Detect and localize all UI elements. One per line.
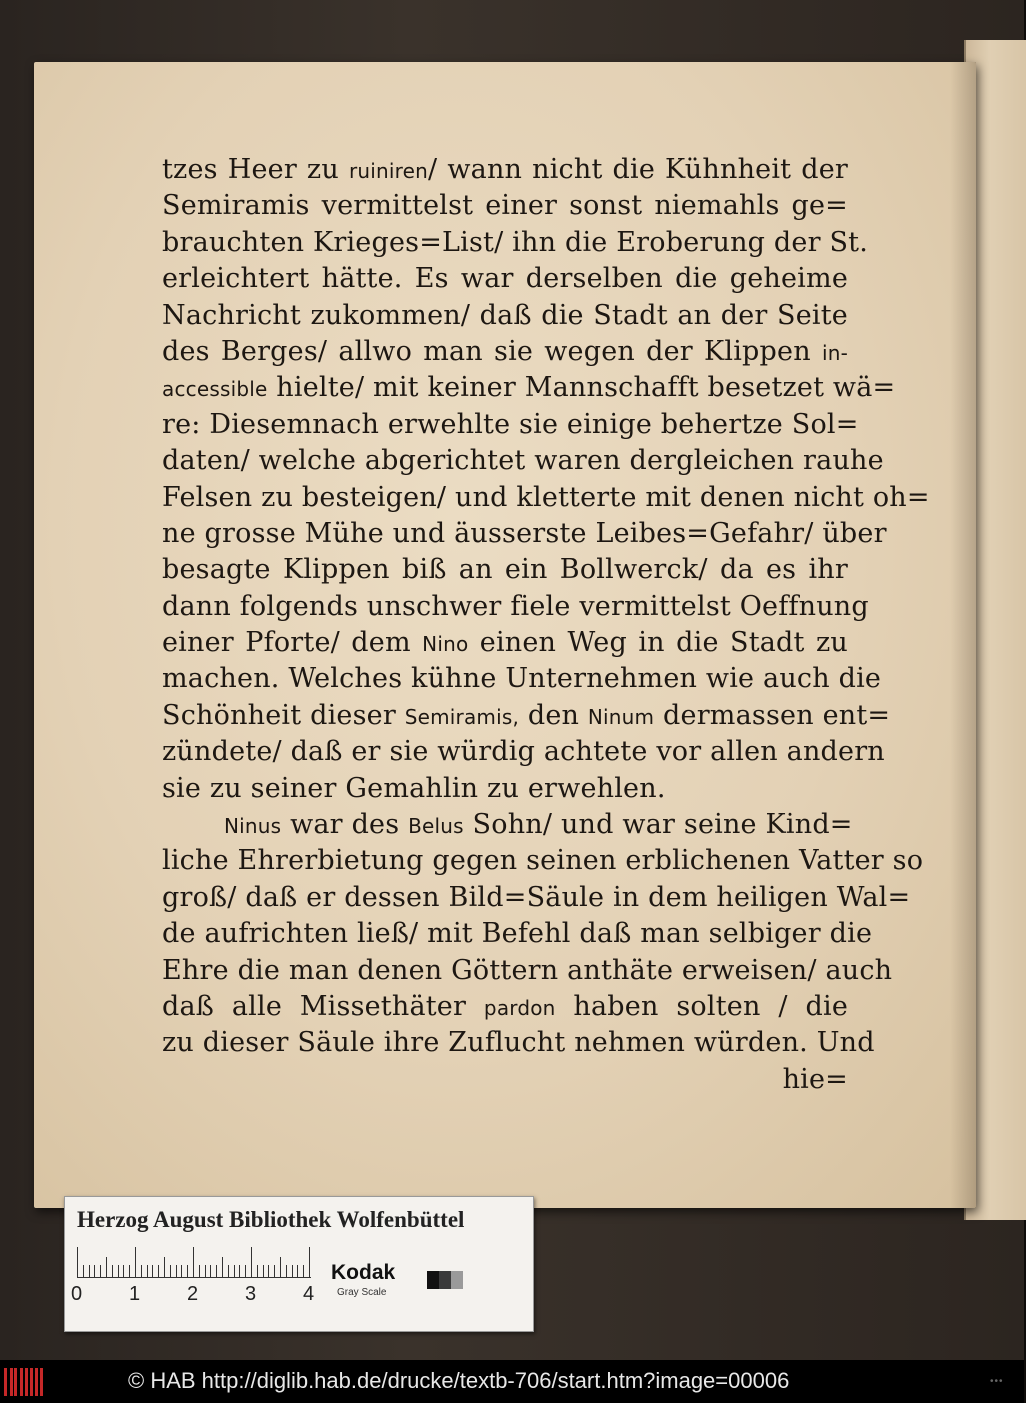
- library-name: Herzog August Bibliothek Wolfenbüttel: [77, 1207, 465, 1232]
- more-dots-icon[interactable]: •••: [990, 1376, 1004, 1387]
- text-segment: groß/ daß er dessen Bild=Säule in dem heiligen Wal=: [162, 881, 911, 913]
- text-segment: tzes Heer zu: [162, 154, 349, 185]
- text-segment: hie=: [782, 1063, 848, 1095]
- barcode-bar: [14, 1368, 17, 1396]
- ruler-tick: [164, 1257, 165, 1277]
- text-segment: zu dieser Säule ihre Zuflucht nehmen würden. Und: [162, 1027, 875, 1059]
- text-segment: dermassen ent=: [654, 699, 891, 731]
- ruler-tick: [210, 1265, 211, 1277]
- ruler-tick: [129, 1265, 130, 1277]
- text-segment: daten/ welche abgerichtet waren dergleichen rauhe: [162, 445, 884, 477]
- text-segment: haben solten / die: [555, 990, 848, 1022]
- ruler-tick: [77, 1247, 78, 1277]
- text-segment: Sohn/ und war seine Kind=: [463, 809, 853, 841]
- text-segment: Semiramis vermittelst einer sonst niemahls ge=: [162, 190, 848, 222]
- ruler-tick: [280, 1257, 281, 1277]
- text-segment: re: Diesemnach erwehlte sie einige behertze Sol=: [162, 408, 859, 440]
- latin-word: pardon: [483, 995, 556, 1020]
- text-segment: de aufrichten ließ/ mit Befehl daß man selbiger die: [162, 918, 873, 950]
- text-line: [162, 407, 859, 443]
- ruler-tick: [158, 1265, 159, 1277]
- ruler-tick: [89, 1265, 90, 1277]
- ruler-number: 2: [187, 1283, 199, 1305]
- ruler-tick: [199, 1265, 200, 1277]
- latin-word: Ninum: [587, 704, 655, 729]
- text-segment: zündete/ daß er sie würdig achtete vor allen andern: [162, 736, 885, 768]
- ruler-tick: [112, 1265, 113, 1277]
- ruler-tick: [268, 1265, 269, 1277]
- text-line: [162, 880, 911, 916]
- page-text-block: [162, 152, 930, 1098]
- ruler-tick: [274, 1265, 275, 1277]
- ruler-tick: [309, 1247, 310, 1277]
- text-line: [162, 480, 930, 516]
- text-line: [162, 152, 848, 188]
- text-line: [162, 953, 893, 989]
- barcode-bar: [40, 1368, 43, 1396]
- kodak-logo: Kodak: [331, 1261, 396, 1284]
- text-segment: dann folgends unschwer fiele vermittelst Oeffnung: [162, 590, 869, 622]
- ruler-number: 1: [129, 1283, 141, 1305]
- text-line: [162, 552, 848, 588]
- barcode-bar: [30, 1368, 33, 1396]
- ruler-tick: [205, 1265, 206, 1277]
- ruler-tick: [94, 1265, 95, 1277]
- ruler-number: 0: [71, 1283, 83, 1305]
- ruler-tick: [193, 1247, 194, 1277]
- ruler-tick: [152, 1265, 153, 1277]
- latin-word: Belus: [408, 814, 464, 839]
- text-segment: liche Ehrerbietung gegen seinen erblichenen Vatter so: [162, 845, 924, 877]
- ruler-tick: [141, 1265, 142, 1277]
- text-segment: erleichtert hätte. Es war derselben die geheime: [162, 263, 848, 295]
- text-line: [162, 625, 848, 661]
- ruler-numbers: [71, 1283, 331, 1309]
- gray-swatch: [427, 1271, 439, 1289]
- ruler-tick: [239, 1265, 240, 1277]
- text-line: [162, 261, 848, 297]
- text-line: [162, 661, 882, 697]
- text-segment: Nachricht zukommen/ daß die Stadt an der Seite: [162, 299, 848, 331]
- ruler-tick: [251, 1247, 252, 1277]
- ruler-tick: [106, 1257, 107, 1277]
- ruler-tick: [170, 1265, 171, 1277]
- text-segment: Ehre die man denen Göttern anthäte erweisen/ auch: [162, 954, 893, 986]
- gray-scale-label: Gray Scale: [337, 1287, 387, 1298]
- ruler-tick: [297, 1265, 298, 1277]
- text-line: [162, 516, 887, 552]
- ruler-tick: [263, 1265, 264, 1277]
- ruler-number: 4: [303, 1283, 315, 1305]
- barcode-bar: [4, 1368, 7, 1396]
- text-line: [162, 916, 873, 952]
- text-line: [162, 1062, 848, 1098]
- latin-word: Semiramis,: [404, 704, 520, 729]
- ruler-tick: [228, 1265, 229, 1277]
- text-segment: sie zu seiner Gemahlin zu erwehlen.: [162, 772, 666, 804]
- latin-word: Ninus: [224, 814, 282, 839]
- barcode-bar: [35, 1368, 38, 1396]
- latin-word: Nino: [422, 632, 469, 657]
- ruler-number: 3: [245, 1283, 257, 1305]
- ruler-tick: [100, 1265, 101, 1277]
- ruler-tick: [83, 1265, 84, 1277]
- source-url[interactable]: © HAB http://diglib.hab.de/drucke/textb-706/start.htm?image=00006: [128, 1368, 790, 1393]
- ruler-tick: [147, 1265, 148, 1277]
- ruler-tick: [292, 1265, 293, 1277]
- text-line: [162, 298, 848, 334]
- text-segment: hielte/ mit keiner Mannschafft besetzet wä=: [267, 372, 896, 404]
- text-line: [162, 188, 848, 224]
- barcode-bar: [20, 1368, 23, 1396]
- text-segment: / wann nicht die Kühnheit der: [428, 154, 848, 185]
- text-line: [162, 771, 848, 807]
- text-segment: brauchten Krieges=List/ ihn die Eroberung der St.: [162, 226, 869, 258]
- ruler-tick: [187, 1265, 188, 1277]
- text-segment: besagte Klippen biß an ein Bollwerck/ da es ihr: [162, 554, 848, 586]
- text-line: [162, 370, 896, 406]
- ruler-tick: [257, 1265, 258, 1277]
- latin-word: in-: [821, 340, 848, 365]
- ruler-tick: [245, 1265, 246, 1277]
- color-calibration-card: [64, 1196, 534, 1332]
- latin-word: ruiniren: [348, 159, 429, 183]
- text-segment: den: [519, 699, 588, 731]
- text-segment: Schönheit dieser: [162, 699, 405, 731]
- viewer-footer: [0, 1360, 1024, 1403]
- ruler-tick: [216, 1265, 217, 1277]
- text-segment: Felsen zu besteigen/ und kletterte mit denen nicht oh=: [162, 481, 930, 513]
- barcode-bar: [25, 1368, 28, 1396]
- text-line: [162, 989, 848, 1025]
- ruler-tick: [222, 1257, 223, 1277]
- ruler-tick: [118, 1265, 119, 1277]
- text-line: [162, 1025, 875, 1061]
- ruler-tick: [181, 1265, 182, 1277]
- text-segment: ne grosse Mühe und äusserste Leibes=Gefahr/ über: [162, 517, 887, 549]
- text-line: [162, 843, 924, 879]
- latin-word: accessible: [162, 377, 268, 402]
- ruler-tick: [286, 1265, 287, 1277]
- text-line: [162, 589, 869, 625]
- text-line: [162, 225, 869, 261]
- text-line: [162, 807, 853, 843]
- text-segment: machen. Welches kühne Unternehmen wie auch die: [162, 663, 882, 695]
- measurement-ruler: [77, 1245, 311, 1278]
- text-line: [162, 698, 891, 734]
- ruler-tick: [303, 1265, 304, 1277]
- text-segment: war des: [281, 809, 409, 841]
- text-segment: des Berges/ allwo man sie wegen der Klippen: [162, 335, 822, 367]
- barcode-bar: [10, 1368, 13, 1396]
- text-line: [162, 734, 885, 770]
- text-line: [162, 443, 884, 479]
- ruler-tick: [123, 1265, 124, 1277]
- text-line: [162, 334, 848, 370]
- text-segment: daß alle Missethäter: [162, 990, 484, 1022]
- ruler-tick: [176, 1265, 177, 1277]
- barcode-icon: [4, 1368, 44, 1396]
- gray-swatch: [451, 1271, 463, 1289]
- text-segment: einer Pforte/ dem: [162, 627, 423, 659]
- ruler-tick: [135, 1247, 136, 1277]
- text-segment: einen Weg in die Stadt zu: [468, 627, 848, 659]
- ruler-tick: [234, 1265, 235, 1277]
- gray-swatch: [439, 1271, 451, 1289]
